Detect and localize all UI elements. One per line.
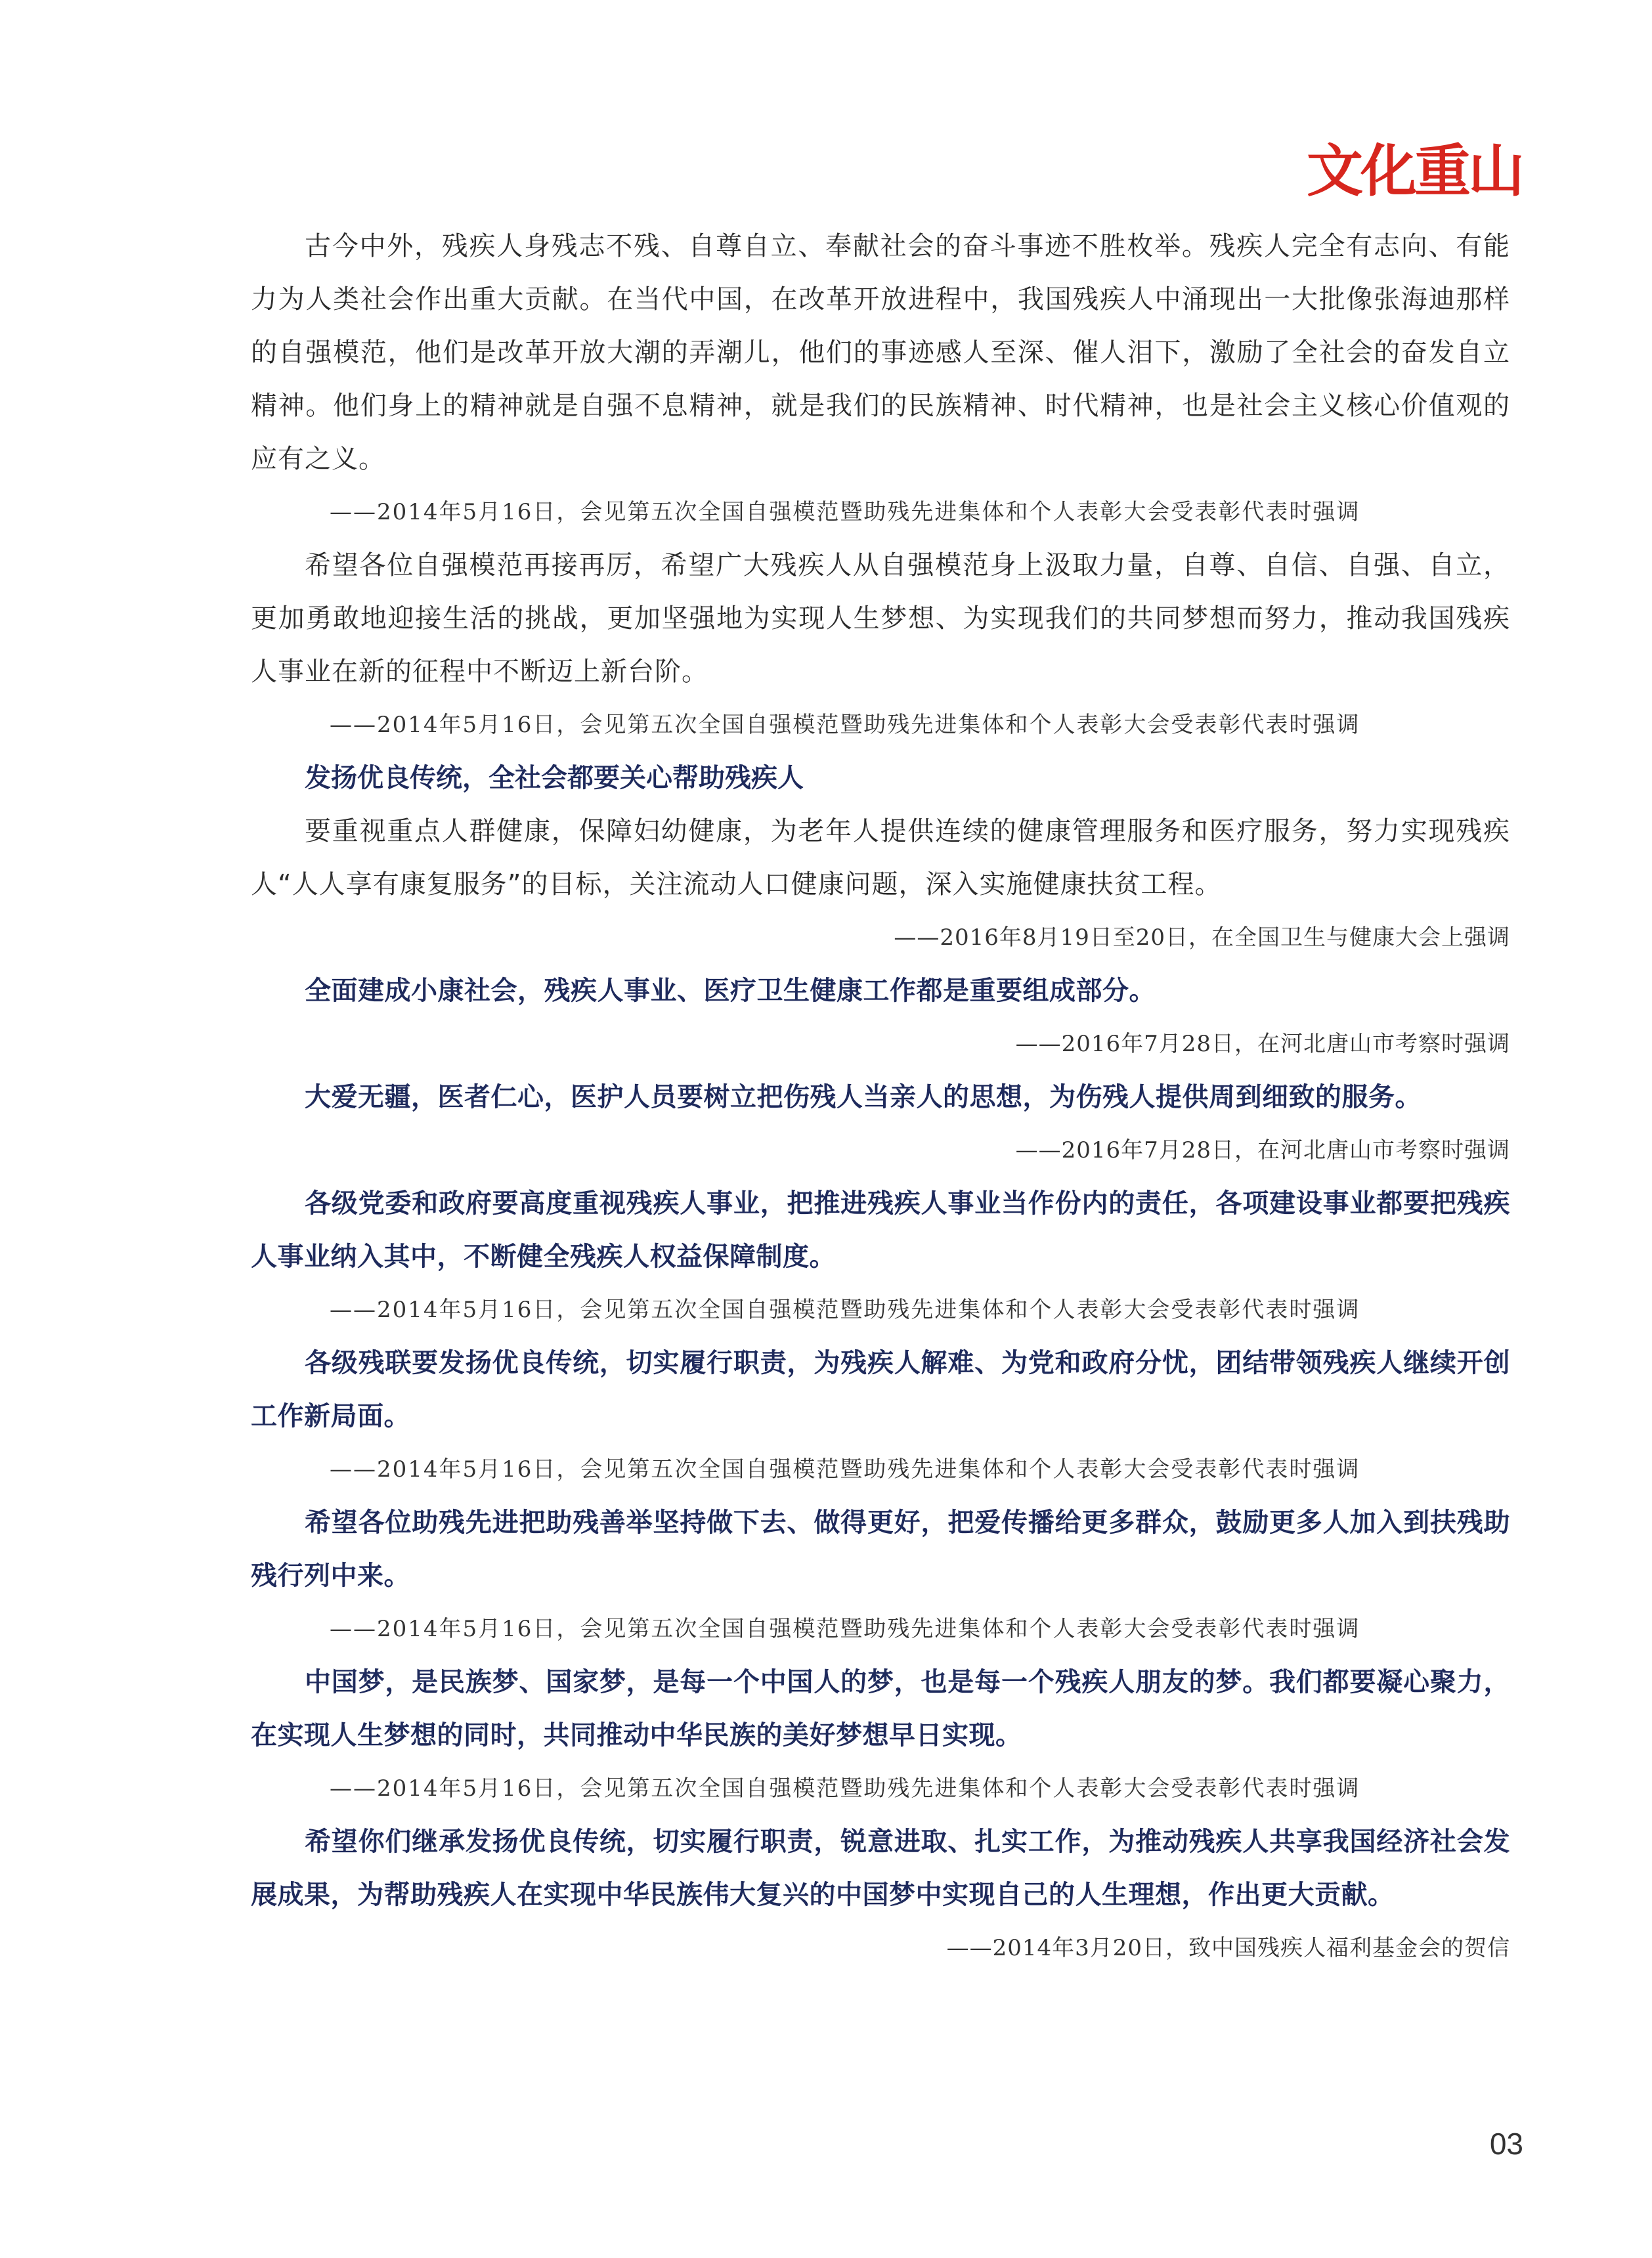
source-5: ——2016年7月28日，在河北唐山市考察时强调 xyxy=(1015,1137,1510,1163)
paragraph-1: 古今中外，残疾人身残志不残、自尊自立、奉献社会的奋斗事迹不胜枚举。残疾人完全有志向、有能力为人类社会作出重大贡献。在当代中国，在改革开放进程中，我国残疾人中涌现出一大批像张海迪那样的自强模范，他们是改革开放大潮的弄潮儿，他们的事迹感人至深、催人泪下，激励了全社会的奋发自立精神。他们身上的精神就是自强不息精神，就是我们的民族精神、时代精神，也是社会主义核心价值观的应有之义。 xyxy=(251,231,1510,474)
source-8: ——2014年5月16日，会见第五次全国自强模范暨助残先进集体和个人表彰大会受表彰代表时强调 xyxy=(330,1616,1360,1642)
source-6: ——2014年5月16日，会见第五次全国自强模范暨助残先进集体和个人表彰大会受表彰代表时强调 xyxy=(330,1297,1360,1323)
section-heading: 发扬优良传统，全社会都要关心帮助残疾人 xyxy=(305,763,804,793)
paragraph-8: 希望各位助残先进把助残善举坚持做下去、做得更好，把爱传播给更多群众，鼓励更多人加入到扶残助残行列中来。 xyxy=(251,1508,1510,1591)
source-9: ——2014年5月16日，会见第五次全国自强模范暨助残先进集体和个人表彰大会受表彰代表时强调 xyxy=(330,1775,1360,1802)
paragraph-9: 中国梦，是民族梦、国家梦，是每一个中国人的梦，也是每一个残疾人朋友的梦。我们都要凝心聚力，在实现人生梦想的同时，共同推动中华民族的美好梦想早日实现。 xyxy=(251,1667,1510,1750)
paragraph-10: 希望你们继承发扬优良传统，切实履行职责，锐意进取、扎实工作，为推动残疾人共享我国经济社会发展成果，为帮助残疾人在实现中华民族伟大复兴的中国梦中实现自己的人生理想，作出更大贡献。 xyxy=(251,1827,1510,1910)
source-1: ——2014年5月16日，会见第五次全国自强模范暨助残先进集体和个人表彰大会受表彰代表时强调 xyxy=(330,499,1360,525)
source-2: ——2014年5月16日，会见第五次全国自强模范暨助残先进集体和个人表彰大会受表彰代表时强调 xyxy=(330,712,1360,738)
svg-text:文化重山: 文化重山 xyxy=(1307,138,1522,204)
paragraph-3: 要重视重点人群健康，保障妇幼健康，为老年人提供连续的健康管理服务和医疗服务，努力实现残疾人“人人享有康复服务”的目标，关注流动人口健康问题，深入实施健康扶贫工程。 xyxy=(251,816,1510,900)
logo-text xyxy=(1307,138,1530,204)
paragraph-7: 各级残联要发扬优良传统，切实履行职责，为残疾人解难、为党和政府分忧，团结带领残疾人继续开创工作新局面。 xyxy=(251,1348,1510,1431)
source-7: ——2014年5月16日，会见第五次全国自强模范暨助残先进集体和个人表彰大会受表彰代表时强调 xyxy=(330,1456,1360,1483)
source-3: ——2016年8月19日至20日，在全国卫生与健康大会上强调 xyxy=(894,924,1510,951)
source-10: ——2014年3月20日，致中国残疾人福利基金会的贺信 xyxy=(946,1935,1510,1961)
magazine-logo xyxy=(1307,138,1530,204)
paragraph-6: 各级党委和政府要高度重视残疾人事业，把推进残疾人事业当作份内的责任，各项建设事业都要把残疾人事业纳入其中，不断健全残疾人权益保障制度。 xyxy=(251,1188,1510,1272)
article-body xyxy=(251,220,1510,1975)
source-4: ——2016年7月28日，在河北唐山市考察时强调 xyxy=(1015,1031,1510,1057)
paragraph-2: 希望各位自强模范再接再厉，希望广大残疾人从自强模范身上汲取力量，自尊、自信、自强、自立，更加勇敢地迎接生活的挑战，更加坚强地为实现人生梦想、为实现我们的共同梦想而努力，推动我国残疾人事业在新的征程中不断迈上新台阶。 xyxy=(251,550,1510,687)
page-number: 03 xyxy=(1489,2127,1523,2161)
paragraph-5: 大爱无疆，医者仁心，医护人员要树立把伤残人当亲人的思想，为伤残人提供周到细致的服务。 xyxy=(305,1082,1422,1112)
paragraph-4: 全面建成小康社会，残疾人事业、医疗卫生健康工作都是重要组成部分。 xyxy=(305,976,1156,1006)
